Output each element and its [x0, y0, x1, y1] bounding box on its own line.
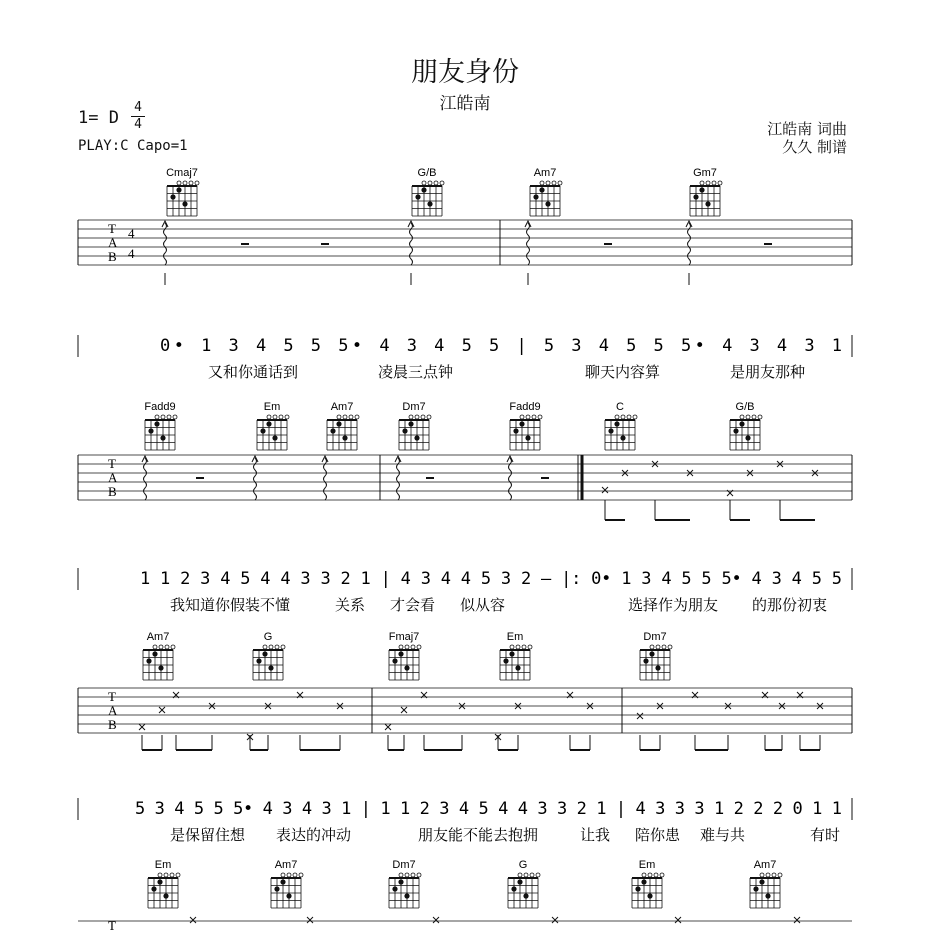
open-string-marker [399, 645, 403, 649]
chord-diagram [632, 859, 664, 908]
open-string-marker [405, 873, 409, 877]
chord-diagram [412, 167, 444, 216]
song-artist: 江皓南 [439, 94, 491, 114]
finger-dot [408, 421, 413, 426]
notation-row [78, 568, 852, 614]
tab-staff [78, 220, 852, 285]
tab-staff-partial [78, 917, 852, 930]
finger-dot [647, 893, 652, 898]
lyric-text: 关系 [335, 596, 366, 614]
finger-dot [158, 665, 163, 670]
tab-letter-a: A [108, 703, 118, 718]
finger-dot [620, 435, 625, 440]
finger-dot [765, 893, 770, 898]
chord-diagram [143, 631, 175, 680]
finger-dot [256, 658, 261, 663]
open-string-marker [285, 415, 289, 419]
finger-dot [733, 428, 738, 433]
chord-name: G/B [735, 401, 755, 413]
finger-dot [260, 428, 265, 433]
finger-dot [266, 421, 271, 426]
lyric-text: 陪你患 [635, 826, 681, 844]
finger-dot [635, 886, 640, 891]
open-string-marker [615, 415, 619, 419]
jianpu-notation: 5 3 4 5 5 5• 4 3 4 3 1 | 1 1 2 3 4 5 4 4 3 3 2 1 | 4 3 3 3 1 2 2 2 0 1 1 [135, 799, 842, 819]
staff-time-bottom: 4 [128, 246, 135, 261]
open-string-marker [158, 873, 162, 877]
open-string-marker [417, 645, 421, 649]
open-string-marker [660, 873, 664, 877]
open-string-marker [269, 645, 273, 649]
chord-name: Cmaj7 [166, 167, 198, 179]
open-string-marker [434, 181, 438, 185]
staff-time-top: 4 [128, 226, 135, 241]
open-string-marker [279, 415, 283, 419]
chord-name: Am7 [753, 859, 777, 871]
open-string-marker [712, 181, 716, 185]
finger-dot [745, 435, 750, 440]
chord-diagram [271, 859, 303, 908]
tab-staff [78, 688, 852, 750]
finger-dot [392, 658, 397, 663]
open-string-marker [275, 645, 279, 649]
finger-dot [699, 187, 704, 192]
chord-name: Fadd9 [144, 401, 176, 413]
chord-diagram [509, 401, 542, 450]
strum-arrow [142, 456, 148, 462]
finger-dot [519, 421, 524, 426]
notation-row [78, 798, 852, 844]
finger-dot [421, 187, 426, 192]
lyric-text: 凌晨三点钟 [378, 363, 454, 381]
finger-dot [392, 886, 397, 891]
finger-dot [176, 187, 181, 192]
open-string-marker [273, 415, 277, 419]
chord-diagram [257, 401, 289, 450]
strum-arrow [525, 221, 531, 227]
finger-dot [643, 658, 648, 663]
finger-dot [739, 421, 744, 426]
open-string-marker [183, 181, 187, 185]
finger-dot [170, 194, 175, 199]
finger-dot [515, 665, 520, 670]
lyric-text: 才会看 [390, 596, 436, 614]
finger-dot [539, 187, 544, 192]
strum-arrow [162, 221, 168, 227]
open-string-marker [176, 873, 180, 877]
open-string-marker [177, 181, 181, 185]
open-string-marker [668, 645, 672, 649]
finger-dot [545, 201, 550, 206]
chord-name: Am7 [330, 401, 354, 413]
open-string-marker [343, 415, 347, 419]
lyric-text: 有时 [810, 826, 841, 844]
open-string-marker [621, 415, 625, 419]
open-string-marker [538, 415, 542, 419]
open-string-marker [528, 645, 532, 649]
finger-dot [330, 428, 335, 433]
open-string-marker [161, 415, 165, 419]
chord-diagram [530, 167, 562, 216]
finger-dot [509, 651, 514, 656]
chord-name: G [263, 631, 273, 643]
chord-diagram [500, 631, 532, 680]
finger-dot [404, 665, 409, 670]
finger-dot [655, 665, 660, 670]
lyric-text: 的那份初衷 [752, 596, 828, 614]
play-capo-info: PLAY:C Capo=1 [78, 138, 188, 154]
open-string-marker [421, 415, 425, 419]
finger-dot [154, 421, 159, 426]
open-string-marker [740, 415, 744, 419]
open-string-marker [195, 181, 199, 185]
lyric-text: 表达的冲动 [276, 826, 352, 844]
open-string-marker [516, 645, 520, 649]
finger-dot [182, 201, 187, 206]
open-string-marker [422, 181, 426, 185]
open-string-marker [399, 873, 403, 877]
chord-name: Em [506, 631, 524, 643]
credit-transcriber: 久久 制谱 [782, 138, 847, 156]
chord-diagram [166, 167, 199, 216]
open-string-marker [173, 415, 177, 419]
finger-dot [268, 665, 273, 670]
strum-arrow [507, 456, 513, 462]
open-string-marker [772, 873, 776, 877]
chord-diagram [253, 631, 285, 680]
finger-dot [152, 651, 157, 656]
finger-dot [759, 879, 764, 884]
finger-dot [415, 194, 420, 199]
tab-letter-t: T [108, 918, 116, 930]
open-string-marker [530, 873, 534, 877]
chord-diagram [750, 859, 782, 908]
strum-arrow [686, 221, 692, 227]
open-string-marker [746, 415, 750, 419]
open-string-marker [440, 181, 444, 185]
tab-letter-t: T [108, 456, 116, 471]
open-string-marker [428, 181, 432, 185]
strum-arrow [252, 456, 258, 462]
open-string-marker [349, 415, 353, 419]
finger-dot [146, 658, 151, 663]
tab-letter-t: T [108, 689, 116, 704]
finger-dot [693, 194, 698, 199]
open-string-marker [778, 873, 782, 877]
chord-diagram [389, 631, 421, 680]
chord-name: C [616, 401, 624, 413]
open-string-marker [411, 645, 415, 649]
lyric-text: 是朋友那种 [730, 363, 806, 381]
finger-dot [705, 201, 710, 206]
open-string-marker [411, 873, 415, 877]
chord-name: Dm7 [392, 859, 416, 871]
finger-dot [163, 893, 168, 898]
finger-dot [641, 879, 646, 884]
finger-dot [398, 879, 403, 884]
chord-diagram [690, 167, 722, 216]
strum-arrow [395, 456, 401, 462]
chord-name: Em [638, 859, 656, 871]
open-string-marker [552, 181, 556, 185]
chord-diagram [605, 401, 637, 450]
finger-dot [272, 435, 277, 440]
open-string-marker [650, 645, 654, 649]
chord-diagram [508, 859, 540, 908]
finger-dot [274, 886, 279, 891]
open-string-marker [281, 645, 285, 649]
open-string-marker [520, 415, 524, 419]
tab-letter-b: B [108, 717, 117, 732]
strum-arrow [408, 221, 414, 227]
open-string-marker [167, 415, 171, 419]
lyric-text: 我知道你假装不懂 [170, 596, 291, 614]
chord-diagram [399, 401, 431, 450]
open-string-marker [165, 645, 169, 649]
song-title: 朋友身份 [411, 57, 519, 88]
lyric-text: 似从容 [460, 596, 506, 614]
finger-dot [157, 879, 162, 884]
open-string-marker [558, 181, 562, 185]
chord-diagram [640, 631, 672, 680]
finger-dot [151, 886, 156, 891]
chord-name: Gm7 [693, 167, 717, 179]
chord-name: G [518, 859, 528, 871]
open-string-marker [540, 181, 544, 185]
lyric-text: 选择作为朋友 [628, 596, 719, 614]
finger-dot [608, 428, 613, 433]
open-string-marker [417, 873, 421, 877]
lyric-text: 聊天内容算 [585, 363, 661, 381]
open-string-marker [648, 873, 652, 877]
open-string-marker [153, 645, 157, 649]
lyric-text: 让我 [580, 826, 611, 844]
finger-dot [503, 658, 508, 663]
chord-name: Dm7 [643, 631, 667, 643]
notation-row [78, 335, 852, 381]
open-string-marker [706, 181, 710, 185]
open-string-marker [752, 415, 756, 419]
finger-dot [160, 435, 165, 440]
finger-dot [523, 893, 528, 898]
finger-dot [404, 893, 409, 898]
finger-dot [336, 421, 341, 426]
finger-dot [614, 421, 619, 426]
open-string-marker [427, 415, 431, 419]
open-string-marker [518, 873, 522, 877]
finger-dot [517, 879, 522, 884]
finger-dot [398, 651, 403, 656]
open-string-marker [409, 415, 413, 419]
open-string-marker [524, 873, 528, 877]
open-string-marker [159, 645, 163, 649]
open-string-marker [164, 873, 168, 877]
open-string-marker [718, 181, 722, 185]
finger-dot [513, 428, 518, 433]
finger-dot [753, 886, 758, 891]
tab-letter-t: T [108, 221, 116, 236]
open-string-marker [766, 873, 770, 877]
open-string-marker [758, 415, 762, 419]
open-string-marker [155, 415, 159, 419]
open-string-marker [532, 415, 536, 419]
open-string-marker [170, 873, 174, 877]
open-string-marker [287, 873, 291, 877]
open-string-marker [263, 645, 267, 649]
open-string-marker [662, 645, 666, 649]
lyric-text: 又和你通话到 [208, 363, 299, 381]
chord-diagram [327, 401, 359, 450]
open-string-marker [510, 645, 514, 649]
time-signature-top: 4 [134, 100, 142, 115]
open-string-marker [536, 873, 540, 877]
open-string-marker [337, 415, 341, 419]
jianpu-notation: 0• 1 3 4 5 5 5• 4 3 4 5 5 | 5 3 4 5 5 5• 4 3 4 3 1 [160, 336, 842, 356]
time-signature-bottom: 4 [134, 117, 142, 132]
finger-dot [427, 201, 432, 206]
finger-dot [262, 651, 267, 656]
chord-name: Fadd9 [509, 401, 541, 413]
chord-diagram [730, 401, 762, 450]
open-string-marker [546, 181, 550, 185]
tab-letter-b: B [108, 484, 117, 499]
chord-name: Fmaj7 [388, 631, 420, 643]
finger-dot [414, 435, 419, 440]
open-string-marker [760, 873, 764, 877]
open-string-marker [415, 415, 419, 419]
tab-staff [78, 455, 852, 520]
open-string-marker [281, 873, 285, 877]
tab-letter-a: A [108, 235, 118, 250]
lyric-text: 朋友能不能去抱拥 [418, 826, 539, 844]
finger-dot [280, 879, 285, 884]
chord-diagram [389, 859, 421, 908]
open-string-marker [171, 645, 175, 649]
open-string-marker [700, 181, 704, 185]
open-string-marker [189, 181, 193, 185]
finger-dot [342, 435, 347, 440]
open-string-marker [522, 645, 526, 649]
chord-name: Dm7 [402, 401, 426, 413]
open-string-marker [267, 415, 271, 419]
chord-name: Am7 [146, 631, 170, 643]
chord-name: Em [154, 859, 172, 871]
chord-name: Am7 [274, 859, 298, 871]
finger-dot [402, 428, 407, 433]
finger-dot [533, 194, 538, 199]
open-string-marker [656, 645, 660, 649]
open-string-marker [633, 415, 637, 419]
jianpu-notation: 1 1 2 3 4 5 4 4 3 3 2 1 | 4 3 4 4 5 3 2 — |: 0• 1 3 4 5 5 5• 4 3 4 5 5 [140, 569, 842, 589]
finger-dot [286, 893, 291, 898]
open-string-marker [293, 873, 297, 877]
finger-dot [148, 428, 153, 433]
chord-name: Em [263, 401, 281, 413]
chord-name: G/B [417, 167, 437, 179]
key-signature: 1= D [78, 108, 119, 128]
lyric-text: 是保留住想 [170, 826, 246, 844]
tab-letter-a: A [108, 470, 118, 485]
lyric-text: 难与共 [700, 826, 746, 844]
credit-lyrics-music: 江皓南 词曲 [767, 120, 847, 138]
chord-name: Am7 [533, 167, 557, 179]
open-string-marker [526, 415, 530, 419]
open-string-marker [355, 415, 359, 419]
finger-dot [511, 886, 516, 891]
open-string-marker [299, 873, 303, 877]
open-string-marker [642, 873, 646, 877]
finger-dot [525, 435, 530, 440]
chord-diagram [144, 401, 177, 450]
tab-letter-b: B [108, 249, 117, 264]
open-string-marker [654, 873, 658, 877]
open-string-marker [405, 645, 409, 649]
chord-diagram [148, 859, 180, 908]
finger-dot [649, 651, 654, 656]
strum-arrow [322, 456, 328, 462]
open-string-marker [627, 415, 631, 419]
